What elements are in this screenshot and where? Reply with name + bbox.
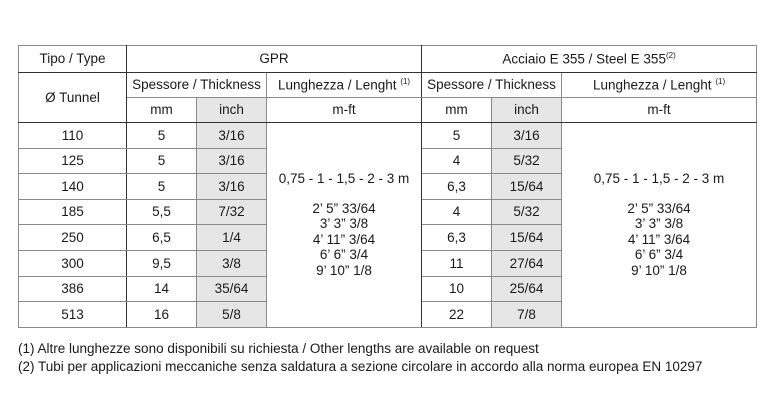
gpr-length-metric: 0,75 - 1 - 1,5 - 2 - 3 m	[278, 171, 410, 187]
gpr-inch-cell: 3/16	[197, 123, 267, 149]
tunnel-cell: 125	[19, 148, 127, 174]
gpr-mm-cell: 5	[127, 148, 197, 174]
footnote-1: (1) Altre lunghezze sono disponibili su richiesta / Other lengths are available on request	[18, 341, 539, 356]
gpr-length-imperial: 4’ 11” 3/64	[312, 231, 376, 247]
header-gpr-inch: inch	[197, 98, 267, 123]
gpr-length-cell	[267, 123, 422, 328]
gpr-inch-cell: 5/8	[197, 302, 267, 328]
steel-length-imperial: 6’ 6” 3/4	[634, 247, 684, 263]
steel-mm-cell: 11	[422, 250, 492, 276]
tunnel-cell: 110	[19, 123, 127, 149]
steel-length-cell	[562, 123, 757, 328]
steel-inch-cell: 15/64	[492, 174, 562, 200]
steel-inch-cell: 3/16	[492, 123, 562, 149]
tunnel-cell: 386	[19, 276, 127, 302]
steel-inch-cell: 25/64	[492, 276, 562, 302]
spec-table	[18, 45, 757, 328]
gpr-inch-cell: 3/16	[197, 148, 267, 174]
gpr-inch-cell: 35/64	[197, 276, 267, 302]
steel-mm-cell: 5	[422, 123, 492, 149]
header-steel-length	[562, 73, 757, 98]
steel-length-imperial: 3’ 3” 3/8	[634, 216, 684, 232]
steel-mm-cell: 22	[422, 302, 492, 328]
gpr-length-imperial: 2’ 5” 33/64	[312, 200, 376, 216]
tunnel-cell: 513	[19, 302, 127, 328]
header-steel-inch: inch	[492, 98, 562, 123]
steel-mm-cell: 10	[422, 276, 492, 302]
gpr-length-imperial: 3’ 3” 3/8	[319, 216, 369, 232]
header-gpr-length-label: Lunghezza / Lenght	[277, 77, 397, 93]
footnote-2: (2) Tubi per applicazioni meccaniche senza saldatura a sezione circolare in accordo alla norma europea EN 10297	[18, 358, 703, 374]
header-row-3	[19, 98, 757, 123]
steel-inch-cell: 15/64	[492, 225, 562, 251]
steel-length-imperial: 9’ 10” 1/8	[631, 262, 687, 278]
gpr-length-imperial: 9’ 10” 1/8	[316, 262, 372, 278]
gpr-mm-cell: 14	[127, 276, 197, 302]
gpr-mm-cell: 5,5	[127, 199, 197, 225]
gpr-mm-cell: 6,5	[127, 225, 197, 251]
header-tipo: Tipo / Type	[19, 46, 127, 73]
gpr-mm-cell: 9,5	[127, 250, 197, 276]
steel-mm-cell: 4	[422, 199, 492, 225]
header-gpr-length-footnote: (1)	[400, 76, 411, 86]
gpr-length-imperial: 6’ 6” 3/4	[319, 247, 369, 263]
header-steel-mft: m-ft	[562, 98, 757, 123]
header-row-2	[19, 73, 757, 98]
header-row-1	[19, 46, 757, 73]
header-gpr-mm: mm	[127, 98, 197, 123]
spec-table-wrapper	[18, 45, 756, 328]
gpr-inch-cell: 1/4	[197, 225, 267, 251]
header-steel-thickness: Spessore / Thickness	[422, 73, 562, 98]
gpr-mm-cell: 5	[127, 123, 197, 149]
header-tunnel: Ø Tunnel	[19, 73, 127, 123]
tunnel-cell: 185	[19, 199, 127, 225]
header-steel-length-footnote: (1)	[715, 76, 726, 86]
header-gpr-length	[267, 73, 422, 98]
steel-inch-cell: 5/32	[492, 148, 562, 174]
header-steel	[422, 46, 757, 73]
gpr-inch-cell: 7/32	[197, 199, 267, 225]
gpr-mm-cell: 5	[127, 174, 197, 200]
header-steel-length-label: Lunghezza / Lenght	[592, 77, 712, 93]
gpr-inch-cell: 3/8	[197, 250, 267, 276]
steel-inch-cell: 5/32	[492, 199, 562, 225]
header-steel-mm: mm	[422, 98, 492, 123]
gpr-inch-cell: 3/16	[197, 174, 267, 200]
tunnel-cell: 250	[19, 225, 127, 251]
steel-mm-cell: 6,3	[422, 225, 492, 251]
gpr-mm-cell: 16	[127, 302, 197, 328]
tunnel-cell: 300	[19, 250, 127, 276]
header-gpr-thickness: Spessore / Thickness	[127, 73, 267, 98]
steel-length-imperial: 2’ 5” 33/64	[627, 200, 691, 216]
steel-inch-cell: 7/8	[492, 302, 562, 328]
header-steel-label: Acciaio E 355 / Steel E 355	[502, 51, 666, 67]
steel-inch-cell: 27/64	[492, 250, 562, 276]
footnotes	[18, 340, 702, 375]
header-gpr-mft: m-ft	[267, 98, 422, 123]
header-gpr: GPR	[127, 46, 422, 73]
header-steel-footnote: (2)	[665, 50, 676, 60]
steel-mm-cell: 6,3	[422, 174, 492, 200]
steel-mm-cell: 4	[422, 148, 492, 174]
table-row	[19, 123, 757, 149]
tunnel-cell: 140	[19, 174, 127, 200]
steel-length-imperial: 4’ 11” 3/64	[627, 231, 691, 247]
steel-length-metric: 0,75 - 1 - 1,5 - 2 - 3 m	[593, 171, 725, 187]
